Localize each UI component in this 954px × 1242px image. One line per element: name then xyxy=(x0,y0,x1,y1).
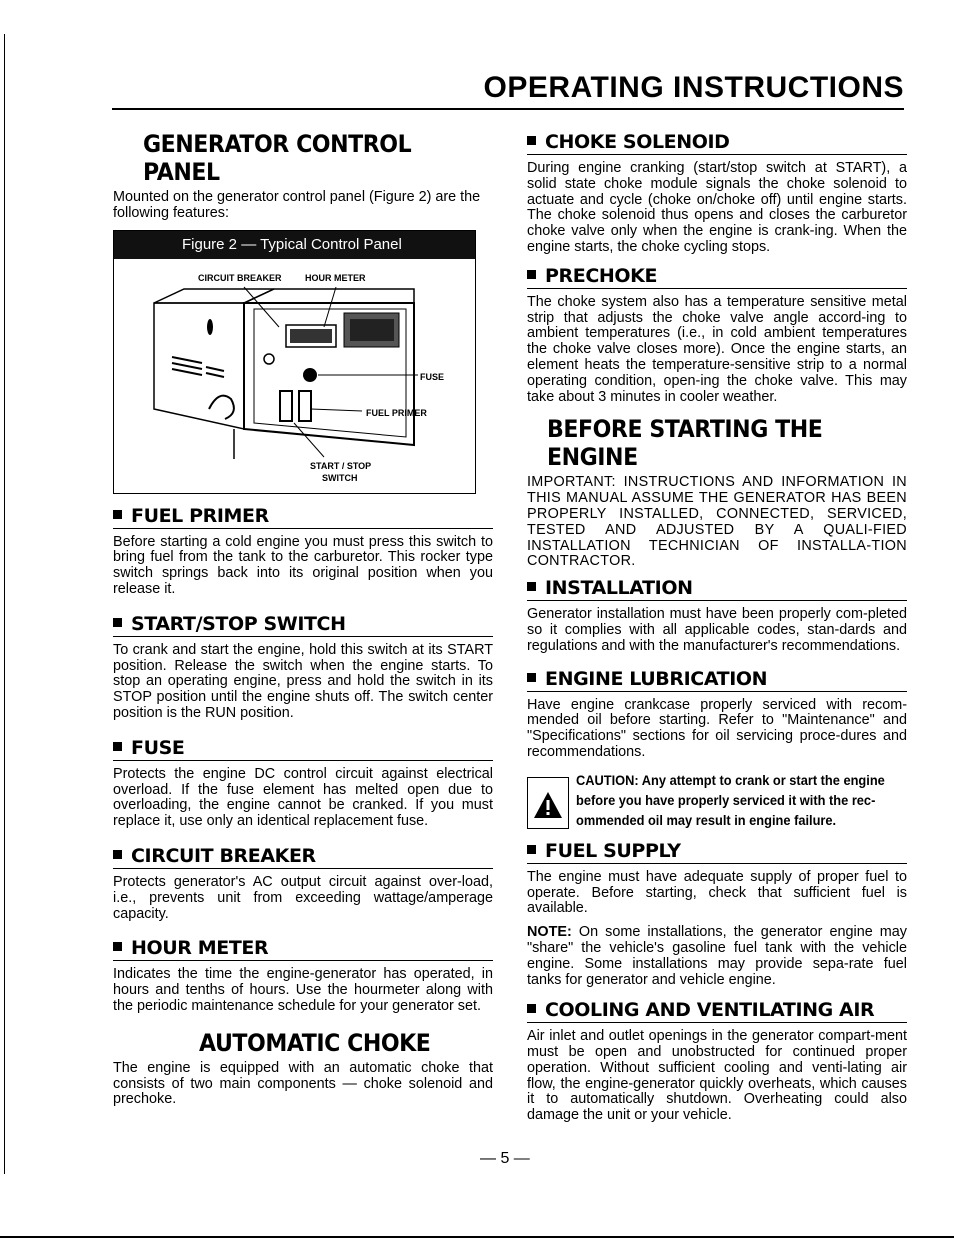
fuel-supply-heading: FUEL SUPPLY xyxy=(527,839,907,864)
before-starting-heading: BEFORE STARTING THE ENGINE xyxy=(547,415,823,472)
note-label: NOTE: xyxy=(527,924,572,941)
cooling-heading: COOLING AND VENTILATING AIR xyxy=(527,998,907,1023)
installation-text: Generator installation must have been properly com-pleted so it complies with all applicable codes, stan-dards and regulations and with the manufacturer's recommendations. xyxy=(527,606,907,654)
fuel-supply-text: The engine must have adequate supply of proper fuel to operate. Before starting, check that sufficient fuel is available. xyxy=(527,868,907,917)
left-column xyxy=(113,130,493,1108)
start-stop-heading: START/STOP SWITCH xyxy=(113,612,493,637)
left-margin-rule xyxy=(4,34,5,1174)
engine-lubrication-text: Have engine crankcase properly serviced with recom-mended oil before starting. Refer to "Maintenance" and "Specifications" sections for oil servicing proce-dures and recommendations. xyxy=(527,696,907,760)
start-stop-text: To crank and start the engine, hold this switch at its START position. Release the switch when the engine starts. To stop an operating engine, press and hold the switch in its STOP position until the engine shuts off. The switch center position is the RUN position. xyxy=(113,641,493,721)
control-panel-illustration xyxy=(114,259,475,491)
right-column xyxy=(527,130,907,1124)
label-fuel-primer: FUEL PRIMER xyxy=(366,407,427,418)
prechoke-heading: PRECHOKE xyxy=(527,264,907,289)
fuse-text: Protects the engine DC control circuit against electrical overload. If the fuse element has melted open due to overloading, the engine cannot be cranked. If you must replace it, use only an identical replacement fuse. xyxy=(113,765,493,830)
bottom-rule xyxy=(0,1236,954,1238)
label-fuse: FUSE xyxy=(420,371,445,382)
label-switch: SWITCH xyxy=(322,472,358,483)
fuse-heading: FUSE xyxy=(113,736,493,761)
before-starting-text: IMPORTANT: INSTRUCTIONS AND INFORMATION IN THIS MANUAL ASSUME THE GENERATOR HAS BEEN PROPERLY INSTALLED, CONNECTED, SERVICED, TESTED AND ADJUSTED BY A QUALI-FIED INSTALLATION TECHNICIAN OF INSTALLA-TION CONTRACTOR. xyxy=(527,474,907,570)
automatic-choke-heading: AUTOMATIC CHOKE xyxy=(199,1028,431,1057)
page-title: OPERATING INSTRUCTIONS xyxy=(112,70,904,110)
warning-triangle-icon xyxy=(527,777,569,829)
circuit-breaker-heading: CIRCUIT BREAKER xyxy=(113,844,493,869)
figure-control-panel xyxy=(113,230,476,494)
page-number: — 5 — xyxy=(480,1150,530,1167)
fuel-primer-text: Before starting a cold engine you must press this switch to bring fuel from the tank to the carburetor. This rocker type switch springs back into its original position when you release it. xyxy=(113,533,493,597)
note-text: On some installations, the generator engine may "share" the vehicle's gasoline fuel tank with the vehicle engine. Some installations may provide sepa-rate fuel tanks for generator and vehicle engine. xyxy=(527,924,907,988)
installation-heading: INSTALLATION xyxy=(527,576,907,601)
figure-caption: Figure 2 — Typical Control Panel xyxy=(114,231,475,259)
caution-notice xyxy=(527,771,907,831)
caution-text: CAUTION: Any attempt to crank or start the engine before you have properly serviced it with the rec-ommended oil may result in engine failure. xyxy=(576,772,885,828)
choke-solenoid-heading: CHOKE SOLENOID xyxy=(527,130,907,155)
fuel-primer-heading: FUEL PRIMER xyxy=(113,504,493,529)
control-panel-heading: GENERATOR CONTROL PANEL xyxy=(143,130,412,186)
hour-meter-heading: HOUR METER xyxy=(113,936,493,961)
control-panel-intro: Mounted on the generator control panel (Figure 2) are the following features: xyxy=(113,189,481,221)
label-start-stop: START / STOP xyxy=(310,460,372,471)
engine-lubrication-heading: ENGINE LUBRICATION xyxy=(527,667,907,692)
note-paragraph xyxy=(527,925,907,988)
choke-solenoid-text: During engine cranking (start/stop switch at START), a solid state choke module signals the choke solenoid to actuate and cycle (choke on/choke off) until engine starts. The choke solenoid thus opens and closes the carburetor choke valve only when the engine is crank-ing. When the engine starts, the choke cycling stops. xyxy=(527,160,907,255)
label-hour-meter: HOUR METER xyxy=(305,272,366,283)
cooling-text: Air inlet and outlet openings in the generator compart-ment must be open and unobstructed for continued proper operation. Without sufficient cooling and venti-lating air flow, the engine-generator quickly overheats, which causes it to automatically shutdown. Overheating could also damage the unit or your vehicle. xyxy=(527,1028,907,1124)
hour-meter-text: Indicates the time the engine-generator has operated, in hours and tenths of hours. Use the hourmeter along with the periodic maintenance schedule for your generator set. xyxy=(113,966,493,1014)
circuit-breaker-text: Protects generator's AC output circuit against over-load, i.e., prevents unit from exceeding wattage/amperage capacity. xyxy=(113,873,493,922)
automatic-choke-text: The engine is equipped with an automatic choke that consists of two main components — choke solenoid and prechoke. xyxy=(113,1059,493,1108)
label-circuit-breaker: CIRCUIT BREAKER xyxy=(198,272,282,283)
prechoke-text: The choke system also has a temperature sensitive metal strip that adjusts the choke valve angle accord-ing to ambient temperatures (i.e., in cold ambient temperatures the choke valve closes more). Once the engine starts, an element heats the temperature-sensitive strip to a normal operating condition, open-ing the choke valve. This may take about 3 minutes in cooler weather. xyxy=(527,293,907,405)
